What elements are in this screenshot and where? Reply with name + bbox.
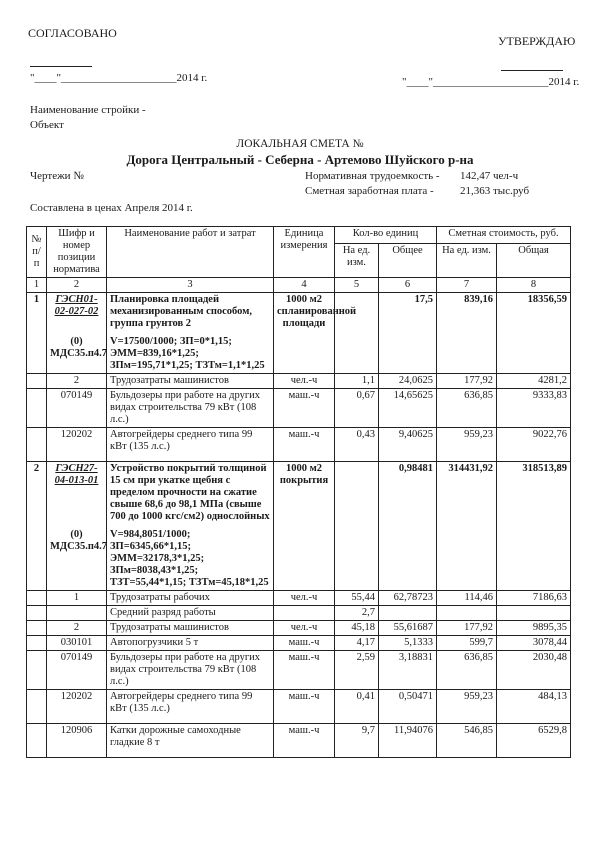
row-cost-per: 636,85: [437, 389, 497, 428]
row-name: Катки дорожные самоходные гладкие 8 т: [107, 724, 274, 758]
item-unit: 1000 м2 покрытия: [274, 462, 335, 591]
item-code: ГЭСН01-02-027-02: [54, 294, 99, 317]
row-cost-per: 959,23: [437, 428, 497, 462]
header-cost: Сметная стоимость, руб.: [437, 227, 571, 244]
table-row: [27, 428, 571, 462]
row-qty-total: 0,50471: [379, 690, 437, 724]
row-qty-per: 55,44: [335, 591, 379, 606]
table-row-item-2: [27, 462, 571, 591]
row-cost-per: 546,85: [437, 724, 497, 758]
item-qty-per: [335, 293, 379, 374]
colnum-1: 1: [27, 278, 47, 293]
table-row: [27, 621, 571, 636]
colnum-6: 6: [379, 278, 437, 293]
signature-line-left: [30, 66, 92, 67]
row-cost-total: 3078,44: [497, 636, 571, 651]
row-qty-total: 9,40625: [379, 428, 437, 462]
row-cost-per: [437, 606, 497, 621]
approved-left-label: СОГЛАСОВАНО: [28, 26, 117, 40]
row-cost-total: 7186,63: [497, 591, 571, 606]
row-cost-total: 9895,35: [497, 621, 571, 636]
item-name-cell: [107, 293, 274, 374]
signature-line-right: [501, 70, 563, 71]
item-number: 1: [27, 293, 47, 374]
table-row-item-1: [27, 293, 571, 374]
row-unit: чел.-ч: [274, 591, 335, 606]
row-qty-per: 0,43: [335, 428, 379, 462]
table-row: [27, 374, 571, 389]
approved-right-label: УТВЕРЖДАЮ: [498, 34, 576, 48]
row-code: 070149: [47, 651, 107, 690]
item-code-sub: (0) МДС35.п4.7: [50, 336, 108, 359]
document-title: ЛОКАЛЬНАЯ СМЕТА №: [236, 138, 364, 150]
header-name: Наименование работ и затрат: [107, 227, 274, 278]
salary-label: Сметная заработная плата -: [305, 185, 434, 197]
item-code-sub: (0) МДС35.п4.7: [50, 529, 108, 552]
row-unit: маш.-ч: [274, 389, 335, 428]
item-code: ГЭСН27-04-013-01: [54, 463, 99, 486]
colnum-4: 4: [274, 278, 335, 293]
row-cost-per: 114,46: [437, 591, 497, 606]
colnum-3: 3: [107, 278, 274, 293]
row-qty-per: 2,7: [335, 606, 379, 621]
row-name: Автогрейдеры среднего типа 99 кВт (135 л.с.): [107, 690, 274, 724]
header-qty-per: На ед. изм.: [335, 244, 379, 278]
table-header-row: [27, 227, 571, 244]
table-row: [27, 591, 571, 606]
table-row: [27, 636, 571, 651]
row-unit: маш.-ч: [274, 428, 335, 462]
colnum-7: 7: [437, 278, 497, 293]
row-unit: [274, 606, 335, 621]
item-unit: 1000 м2 спланированной площади: [274, 293, 335, 374]
row-cost-total: 2030,48: [497, 651, 571, 690]
item-qty-total: 17,5: [379, 293, 437, 374]
colnum-2: 2: [47, 278, 107, 293]
row-qty-per: 0,67: [335, 389, 379, 428]
item-number: 2: [27, 462, 47, 591]
item-cost-per: 839,16: [437, 293, 497, 374]
row-name: Автогрейдеры среднего типа 99 кВт (135 л.с.): [107, 428, 274, 462]
header-num: № п/ п: [27, 227, 47, 278]
header-code: Шифр и номер позиции норматива: [47, 227, 107, 278]
item-code-cell: [47, 462, 107, 591]
colnum-8: 8: [497, 278, 571, 293]
row-qty-per: 2,59: [335, 651, 379, 690]
labor-label: Нормативная трудоемкость -: [305, 170, 440, 182]
row-code: [47, 606, 107, 621]
row-cost-total: 9333,83: [497, 389, 571, 428]
table-row: [27, 606, 571, 621]
row-qty-per: 1,1: [335, 374, 379, 389]
construction-label: Наименование стройки -: [30, 104, 146, 116]
row-code: 2: [47, 621, 107, 636]
row-name: Трудозатраты машинистов: [107, 621, 274, 636]
item-qty-per: [335, 462, 379, 591]
date-line-left: "____"_____________________2014 г.: [30, 72, 208, 84]
row-qty-total: 11,94076: [379, 724, 437, 758]
row-qty-total: 3,18831: [379, 651, 437, 690]
item-cost-per: 314431,92: [437, 462, 497, 591]
row-cost-per: 599,7: [437, 636, 497, 651]
row-name: Трудозатраты рабочих: [107, 591, 274, 606]
row-code: 2: [47, 374, 107, 389]
row-cost-total: [497, 606, 571, 621]
table-row: [27, 651, 571, 690]
header-qty-total: Общее: [379, 244, 437, 278]
row-qty-per: 4,17: [335, 636, 379, 651]
row-qty-per: 0,41: [335, 690, 379, 724]
object-label: Объект: [30, 119, 64, 131]
row-qty-per: 45,18: [335, 621, 379, 636]
item-cost-total: 318513,89: [497, 462, 571, 591]
row-cost-per: 636,85: [437, 651, 497, 690]
item-cost-total: 18356,59: [497, 293, 571, 374]
row-unit: маш.-ч: [274, 690, 335, 724]
row-code: 120906: [47, 724, 107, 758]
header-cost-total: Общая: [497, 244, 571, 278]
row-code: 120202: [47, 690, 107, 724]
item-qty-total: 0,98481: [379, 462, 437, 591]
row-unit: маш.-ч: [274, 651, 335, 690]
row-cost-per: 959,23: [437, 690, 497, 724]
drawings-label: Чертежи №: [30, 170, 84, 182]
column-number-row: [27, 278, 571, 293]
header-qty: Кол-во единиц: [335, 227, 437, 244]
row-code: 030101: [47, 636, 107, 651]
row-cost-total: 9022,76: [497, 428, 571, 462]
row-unit: маш.-ч: [274, 724, 335, 758]
row-qty-total: 62,78723: [379, 591, 437, 606]
row-code: 070149: [47, 389, 107, 428]
row-qty-total: [379, 606, 437, 621]
header-cost-per: На ед. изм.: [437, 244, 497, 278]
row-code: 120202: [47, 428, 107, 462]
row-unit: чел.-ч: [274, 621, 335, 636]
row-qty-total: 5,1333: [379, 636, 437, 651]
row-name: Средний разряд работы: [107, 606, 274, 621]
row-name: Автопогрузчики 5 т: [107, 636, 274, 651]
item-code-cell: [47, 293, 107, 374]
row-cost-per: 177,92: [437, 374, 497, 389]
date-line-right: "____"_____________________2014 г.: [402, 76, 580, 88]
table-row: [27, 724, 571, 758]
row-name: Трудозатраты машинистов: [107, 374, 274, 389]
item-name: Планировка площадей механизированным способом, группа грунтов 2: [110, 294, 252, 329]
item-name: Устройство покрытий толщиной 15 см при укатке щебня с пределом прочности на сжатие свыше 68,6 до 98,1 МПа (свыше 700 до 1000 кгс/см2) однослойных: [110, 463, 270, 522]
row-code: 1: [47, 591, 107, 606]
table-row: [27, 389, 571, 428]
row-qty-total: 24,0625: [379, 374, 437, 389]
labor-value: 142,47 чел-ч: [460, 170, 519, 182]
item-formula: V=17500/1000; ЗП=0*1,15; ЭММ=839,16*1,25; ЗПм=195,71*1,25; ТЗТм=1,1*1,25: [110, 336, 265, 371]
row-name: Бульдозеры при работе на других видах строительства 79 кВт (108 л.с.): [107, 389, 274, 428]
row-qty-per: 9,7: [335, 724, 379, 758]
salary-value: 21,363 тыс.руб: [460, 185, 530, 197]
row-cost-per: 177,92: [437, 621, 497, 636]
estimate-table: [26, 226, 571, 758]
row-qty-total: 55,61687: [379, 621, 437, 636]
row-cost-total: 6529,8: [497, 724, 571, 758]
row-cost-total: 4281,2: [497, 374, 571, 389]
road-title: Дорога Центральный - Себерна - Артемово Шуйского р-на: [126, 152, 474, 167]
colnum-5: 5: [335, 278, 379, 293]
table-row: [27, 690, 571, 724]
row-qty-total: 14,65625: [379, 389, 437, 428]
row-unit: маш.-ч: [274, 636, 335, 651]
header-unit: Единица измерения: [274, 227, 335, 278]
prices-line: Составлена в ценах Апреля 2014 г.: [30, 202, 193, 214]
row-unit: чел.-ч: [274, 374, 335, 389]
item-name-cell: [107, 462, 274, 591]
row-name: Бульдозеры при работе на других видах строительства 79 кВт (108 л.с.): [107, 651, 274, 690]
item-formula: V=984,8051/1000; ЗП=6345,66*1,15; ЭММ=32178,3*1,25; ЗПм=8038,43*1,25; ТЗТ=55,44*1,15; ТЗТм=45,18*1,25: [110, 529, 269, 588]
row-cost-total: 484,13: [497, 690, 571, 724]
